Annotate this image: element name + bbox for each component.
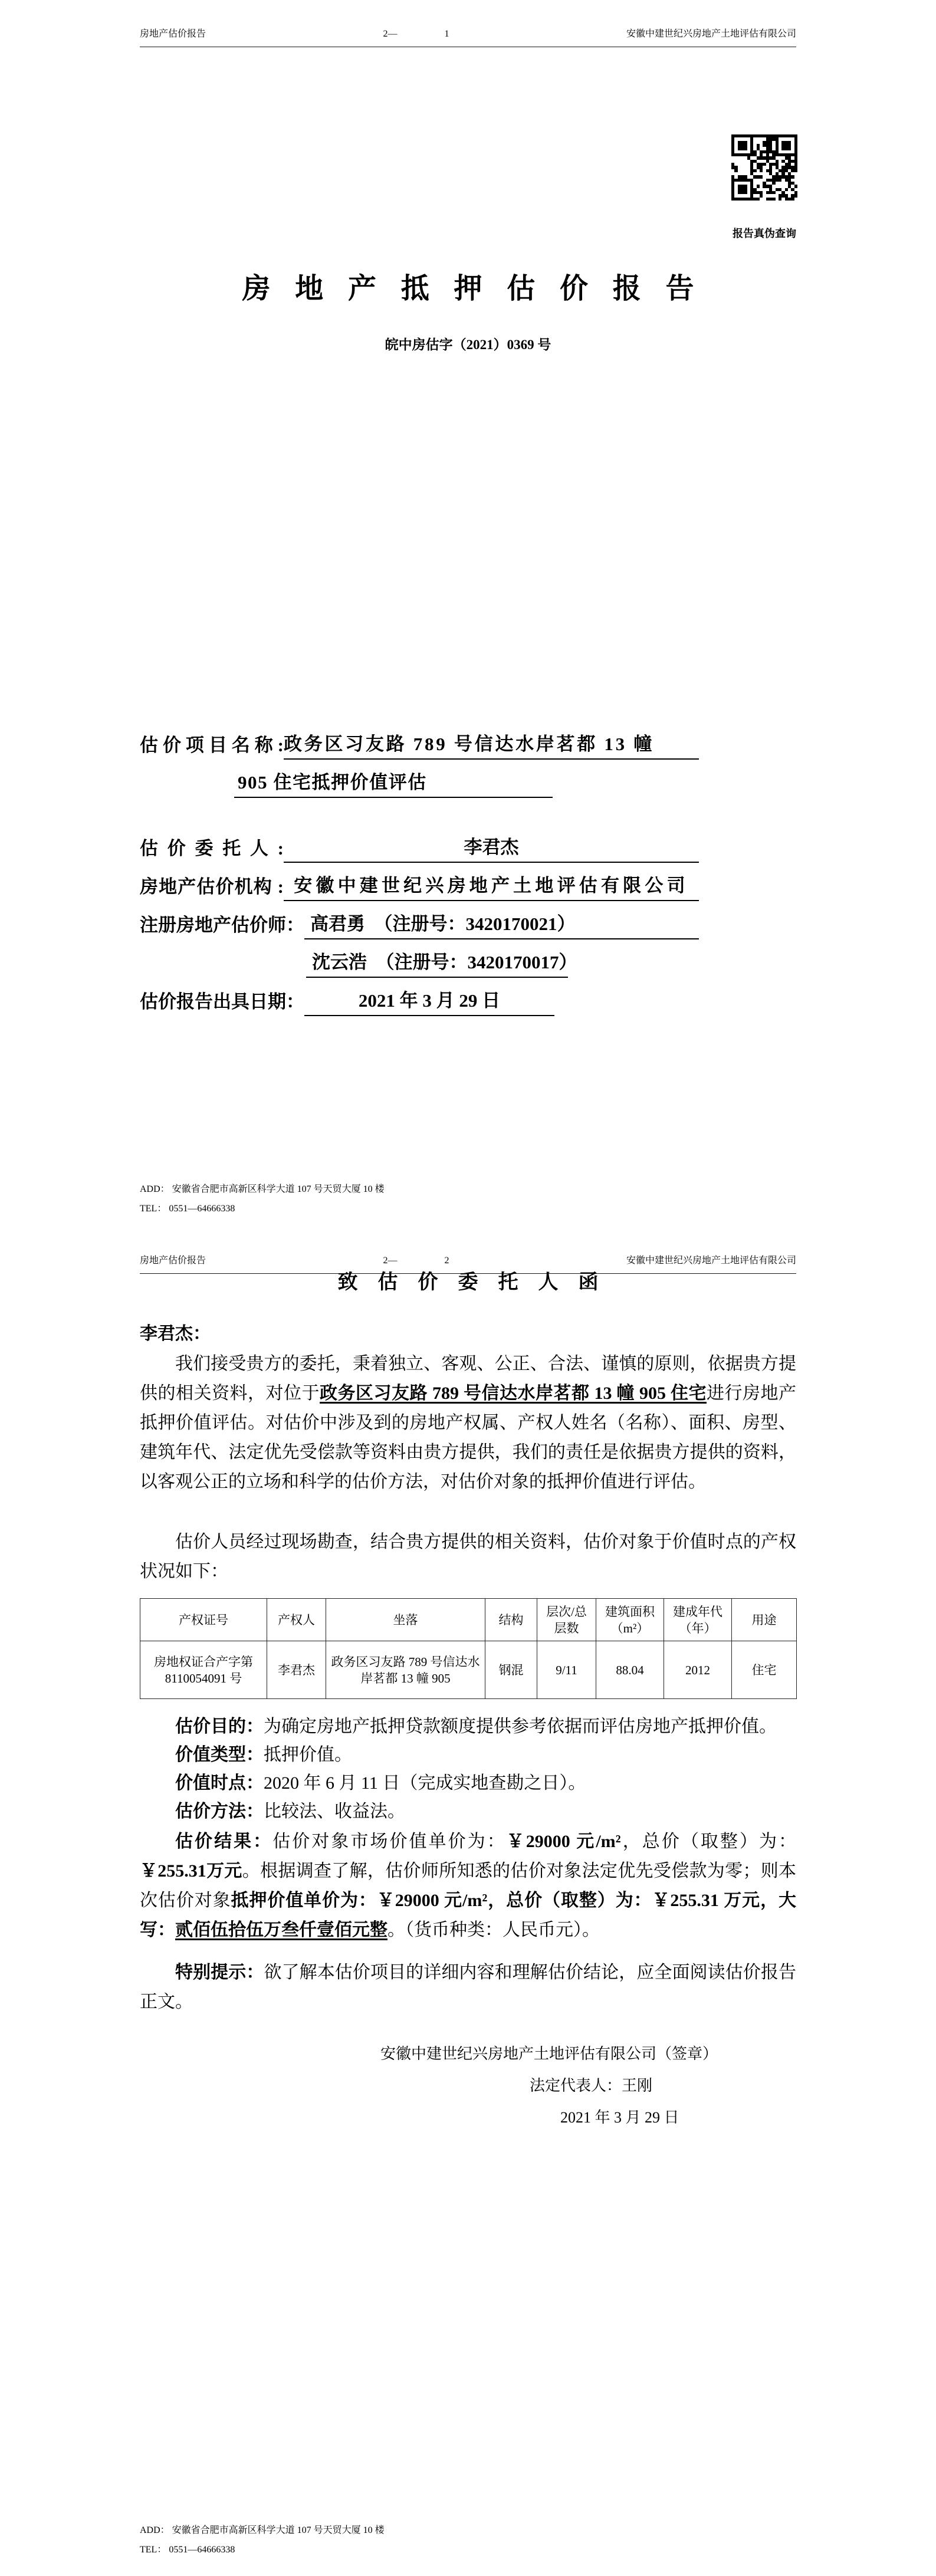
issue-date-row — [140, 987, 699, 1016]
td-usage: 住宅 — [732, 1641, 797, 1699]
agency-row — [140, 872, 699, 901]
table-header-row — [140, 1599, 797, 1641]
notice-label: 特别提示： — [175, 1963, 264, 1982]
result-total-price: ￥255.31万元 — [140, 1861, 242, 1881]
td-owner: 李君杰 — [267, 1641, 326, 1699]
header-page-number — [383, 29, 449, 40]
th-floor: 层次/总层数 — [537, 1599, 596, 1641]
method-label: 估价方法： — [175, 1802, 264, 1821]
footer-phone: TEL： 0551—64666338 — [140, 1204, 235, 1214]
issue-date-value: 2021 年 3 月 29 日 — [304, 987, 554, 1016]
method-item — [140, 1796, 796, 1822]
purpose-item — [140, 1711, 796, 1737]
page-header — [140, 26, 796, 47]
value-date-label: 价值时点： — [175, 1773, 264, 1793]
signature-company: 安徽中建世纪兴房地产土地评估有限公司（签章） — [380, 2045, 718, 2062]
appraiser-row-2 — [140, 948, 699, 978]
td-location: 政务区习友路 789 号信达水岸茗都 13 幢 905 — [326, 1641, 485, 1699]
value-type-item — [140, 1740, 796, 1766]
signature-date: 2021 年 3 月 29 日 — [560, 2109, 679, 2126]
result-paragraph — [140, 1827, 796, 1945]
header-company-name: 安徽中建世纪兴房地产土地评估有限公司 — [626, 1256, 796, 1266]
client-value: 李君杰 — [284, 833, 699, 863]
qr-caption: 报告真伪查询 — [733, 228, 796, 239]
header-report-type: 房地产估价报告 — [140, 1256, 206, 1266]
header-page-number — [383, 1256, 449, 1266]
th-owner: 产权人 — [267, 1599, 326, 1641]
header-page-number-prefix: 2— — [383, 1256, 398, 1266]
footer-address: ADD： 安徽省合肥市高新区科学大道 107 号天贸大厦 10 楼 — [140, 1184, 385, 1194]
td-certificate-no: 房地权证合产字第8110054091 号 — [140, 1641, 267, 1699]
footer-address: ADD： 安徽省合肥市高新区科学大道 107 号天贸大厦 10 楼 — [140, 2525, 385, 2535]
td-structure: 钢混 — [485, 1641, 537, 1699]
page-footer — [140, 2521, 385, 2559]
page-footer — [140, 1179, 385, 1218]
appraiser-label: 注册房地产估价师： — [140, 915, 304, 935]
qr-code-icon — [731, 134, 797, 201]
notice-text: 欲了解本估价项目的详细内容和理解估价结论，应全面阅读估价报告正文。 — [140, 1963, 797, 2012]
header-company-name: 安徽中建世纪兴房地产土地评估有限公司 — [626, 29, 796, 39]
result-seg-1: 估价对象市场价值单价为： — [272, 1832, 507, 1851]
letter-page — [0, 1227, 936, 2576]
header-page-number-prefix: 2— — [383, 29, 398, 39]
value-type-text: 抵押价值。 — [264, 1745, 352, 1765]
th-certificate-no: 产权证号 — [140, 1599, 267, 1641]
header-page-number-value: 2 — [444, 1256, 449, 1266]
appraiser-2-value: 沈云浩 （注册号：3420170017） — [306, 948, 568, 978]
header-report-type: 房地产估价报告 — [140, 29, 206, 39]
notice-paragraph — [140, 1958, 796, 2017]
project-name-value-line1: 政务区习友路 789 号信达水岸茗都 13 幢 — [284, 730, 699, 760]
value-date-text: 2020 年 6 月 11 日（完成实地查勘之日）。 — [264, 1773, 586, 1793]
signature-legal-rep: 法定代表人：王刚 — [530, 2077, 653, 2094]
project-name-row-continued — [140, 768, 699, 798]
report-number: 皖中房估字（2021）0369 号 — [385, 337, 551, 352]
report-cover-page — [0, 0, 936, 1227]
th-location: 坐落 — [326, 1599, 485, 1641]
th-year-built: 建成年代（年） — [664, 1599, 732, 1641]
th-usage: 用途 — [732, 1599, 797, 1641]
th-area: 建筑面积（m²） — [596, 1599, 664, 1641]
cover-fields — [140, 730, 699, 1016]
appraiser-row-1 — [140, 910, 699, 939]
value-type-label: 价值类型： — [175, 1745, 264, 1765]
result-seg-3: ，总价（取整）为： — [620, 1832, 797, 1851]
report-title: 房 地 产 抵 押 估 价 报 告 — [242, 273, 694, 304]
table-data-row — [140, 1641, 797, 1699]
th-structure: 结构 — [485, 1599, 537, 1641]
qr-block — [731, 134, 797, 241]
survey-paragraph: 估价人员经过现场勘查，结合贵方提供的相关资料，估价对象于价值时点的产权状况如下： — [140, 1532, 796, 1581]
client-row — [140, 833, 699, 863]
agency-label: 房地产估价机构 : — [140, 876, 284, 897]
td-year-built: 2012 — [664, 1641, 732, 1699]
td-floor: 9/11 — [537, 1641, 596, 1699]
purpose-text: 为确定房地产抵押贷款额度提供参考依据而评估房地产抵押价值。 — [264, 1717, 777, 1736]
result-seg-8: 。（货币种类：人民币元）。 — [387, 1920, 600, 1940]
result-unit-price: ￥29000 元/m² — [506, 1832, 621, 1851]
result-mortgage-value: 抵押价值单价为：￥29000 元/m²，总价（取整）为：￥255.31 万元，大写： — [140, 1891, 796, 1940]
issue-date-label: 估价报告出具日期： — [140, 991, 304, 1012]
intro-seg-3: 进行房地产抵押价值评估。对估价中涉及到的房地产权属、产权人姓名（名称）、面积、房型、建筑年代、法定优先受偿款等资料由贵方提供，我们的责任是依据贵方提供的资料，以客观公正的立场和科学的估价方法，对估价对象的抵押价值进行评估。 — [140, 1384, 796, 1491]
client-label: 估 价 委 托 人 : — [140, 838, 284, 859]
intro-seg-1: 我们接受贵方的委托，秉着独立、客观、公正、合法、谨慎的原则，依据贵方提供的相关资料，对位于 — [140, 1354, 796, 1403]
footer-phone: TEL： 0551—64666338 — [140, 2545, 235, 2555]
header-page-number-value: 1 — [444, 29, 449, 39]
intro-paragraph — [140, 1349, 796, 1497]
td-area: 88.04 — [596, 1641, 664, 1699]
property-name-highlight: 政务区习友路 789 号信达水岸茗都 13 幢 905 住宅 — [320, 1384, 707, 1403]
result-label: 估价结果： — [175, 1832, 273, 1851]
result-amount-in-words: 贰佰伍拾伍万叁仟壹佰元整 — [175, 1920, 387, 1940]
project-name-value-line2: 905 住宅抵押价值评估 — [234, 768, 553, 798]
value-date-item — [140, 1768, 796, 1794]
agency-value: 安徽中建世纪兴房地产土地评估有限公司 — [284, 872, 699, 901]
result-seg-5: 。根据调查了解，估价师所知悉的估价对象法定优先受偿款为零；则本次估价对象 — [140, 1861, 797, 1910]
purpose-label: 估价目的： — [175, 1717, 264, 1736]
project-name-label: 估 价 项 目 名 称 : — [140, 735, 284, 755]
appraiser-1-value: 高君勇 （注册号：3420170021） — [304, 910, 699, 939]
salutation: 李君杰： — [140, 1324, 211, 1343]
project-name-row — [140, 730, 699, 760]
property-rights-table — [140, 1598, 797, 1699]
method-text: 比较法、收益法。 — [264, 1802, 405, 1821]
letter-title: 致 估 价 委 托 人 函 — [337, 1271, 599, 1293]
